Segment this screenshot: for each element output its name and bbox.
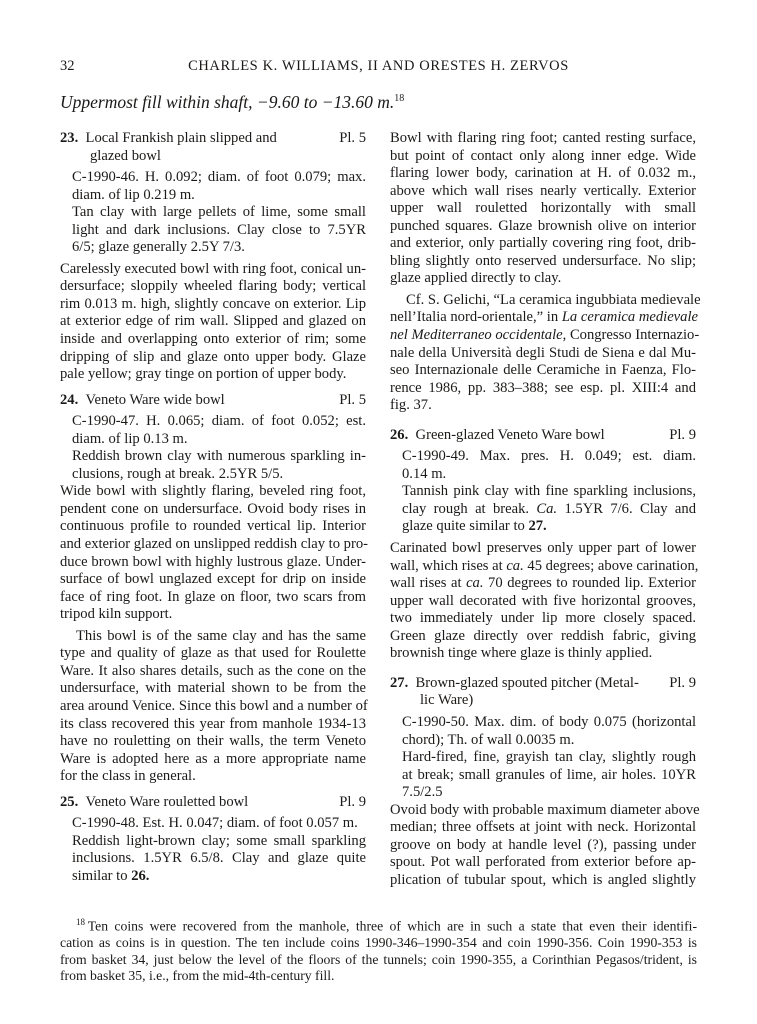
footnote xyxy=(60,914,697,985)
circa-abbrev: ca. xyxy=(506,557,524,574)
entry-fabric: Reddish brown clay with numerous sparkling in- xyxy=(72,448,366,465)
entry-fabric: at break; small granules of lime, air holes. 10YR xyxy=(402,766,696,783)
circa-abbrev: ca. xyxy=(466,575,484,592)
entry-commentary: Ware. It also shares details, such as the cone on the xyxy=(60,662,366,679)
entry-dimensions: C-1990-48. Est. H. 0.047; diam. of foot 0.057 m. xyxy=(72,815,358,832)
entry-description: Ovoid body with probable maximum diameter above xyxy=(390,801,700,818)
entry-description: above which wall rises nearly vertically. Exterior xyxy=(390,182,696,199)
reference-text: , Congresso Internazio- xyxy=(562,327,700,344)
description-text: 45 degrees; above carination, xyxy=(523,557,699,574)
entry-description: flaring lower body, carination at H. of 0.032 m., xyxy=(390,165,696,182)
entry-description: dersurface; sloppily wheeled flaring body; vertical xyxy=(60,278,366,295)
entry-description: at exterior edge of rim wall. Slipped and glazed on xyxy=(60,313,366,330)
entry-description: face of ring foot. In glaze on floor, two scars from xyxy=(60,588,366,605)
plate-reference: Pl. 9 xyxy=(669,674,696,691)
entry-number: 24. xyxy=(60,391,79,408)
entry-title-continued: lic Ware) xyxy=(420,692,474,709)
entry-description: continuous profile to rounded vertical lip. Interior xyxy=(60,518,366,535)
entry-commentary: type and quality of glaze as that used for Roulette xyxy=(60,645,366,662)
entry-description: upper wall rouletted horizontally with small xyxy=(390,200,696,217)
entry-fabric: Tan clay with large pellets of lime, some small xyxy=(72,204,366,221)
bibliography-reference: rence 1986, pp. 383–388; see esp. pl. XIII:4 and xyxy=(390,379,696,396)
entry-description: groove on body at handle level (?), passing under xyxy=(390,836,696,853)
entry-heading xyxy=(390,427,696,445)
entry-description: surface of bowl unglazed except for drip on inside xyxy=(60,571,366,588)
entry-description: Carinated bowl preserves only upper part of lower xyxy=(390,540,696,557)
entry-number: 23. xyxy=(60,130,79,146)
footnote-mark: 18 xyxy=(76,917,85,927)
entry-title: Veneto Ware wide bowl xyxy=(85,391,225,408)
entry-description: and exterior glazed on unslipped reddish clay to pro- xyxy=(60,536,368,553)
entry-title: Local Frankish plain slipped and xyxy=(85,130,277,146)
entry-description: rim 0.013 m. high, slightly concave on exterior. Lip xyxy=(60,295,366,312)
entry-commentary: have no rouletting on their walls, the term Veneto xyxy=(60,733,366,750)
entry-description: glaze applied directly to clay. xyxy=(390,270,562,287)
left-column xyxy=(60,130,366,885)
entry-commentary: area around Venice. Since this bowl and a number of xyxy=(60,697,368,714)
entry-fabric: Hard-fired, fine, grayish tan clay, slightly rough xyxy=(402,749,696,766)
entry-description: two immediately under lip more closely spaced. xyxy=(390,610,696,627)
entry-heading xyxy=(60,130,366,148)
bibliography-reference: seo Internazionale delle Ceramiche in Faenza, Flo- xyxy=(390,362,696,379)
plate-reference: Pl. 9 xyxy=(669,426,696,443)
entry-dimensions: 0.14 m. xyxy=(402,465,447,482)
entry-fabric: 7.5/2.5 xyxy=(402,784,443,801)
plate-reference: Pl. 5 xyxy=(339,391,366,408)
entry-description: but point of contact only along inner edge. Wide xyxy=(390,147,696,164)
entry-fabric xyxy=(390,501,696,519)
entry-description: dripping of slip and glaze onto upper body. Glaze xyxy=(60,348,366,365)
right-column xyxy=(390,130,701,889)
entry-description: pendent cone on undersurface. Ovoid body rises in xyxy=(60,500,366,517)
reference-title: nel Mediterraneo occidentale xyxy=(390,327,563,344)
entry-description: brownish tinge where glaze is thinly applied. xyxy=(390,645,653,662)
entry-description: tripod kiln support. xyxy=(60,606,173,623)
cross-reference: 27. xyxy=(528,518,547,535)
entry-fabric xyxy=(390,518,696,536)
fabric-text: 1.5YR 7/6. Clay and xyxy=(557,500,696,517)
description-text: wall rises at xyxy=(390,575,467,592)
bibliography-reference: Cf. S. Gelichi, “La ceramica ingubbiata medievale xyxy=(406,291,701,308)
entry-dimensions: chord); Th. of wall 0.0035 m. xyxy=(402,731,575,748)
entry-commentary: undersurface, with material shown to be from the xyxy=(60,680,366,697)
entry-fabric: Reddish light-brown clay; some small sparkling xyxy=(72,832,366,849)
circa-abbrev: Ca. xyxy=(536,500,558,517)
entry-description: plication of tubular spout, which is angled slightly xyxy=(390,871,696,888)
entry-title-continued: glazed bowl xyxy=(90,147,161,164)
section-heading xyxy=(60,92,404,113)
plate-reference: Pl. 5 xyxy=(339,130,366,146)
entry-number: 27. xyxy=(390,674,409,691)
catalogue-entry-23 xyxy=(60,130,366,384)
entry-number: 25. xyxy=(60,793,79,810)
footnote-line: from basket 34, just below the level of the floors of the tunnels; coin 1990-355, a Corinthian Pegasos/trident, is xyxy=(60,951,697,967)
entry-dimensions: C-1990-47. H. 0.065; diam. of foot 0.052; est. xyxy=(72,413,366,430)
section-title: Uppermost fill within shaft, −9.60 to −13.60 m. xyxy=(60,92,395,112)
entry-dimensions: diam. of lip 0.219 m. xyxy=(72,186,195,203)
entry-description: Wide bowl with slightly flaring, beveled ring foot, xyxy=(60,483,366,500)
entry-fabric: Tannish pink clay with fine sparkling inclusions, xyxy=(402,483,696,500)
entry-description: duce brown bowl with highly lustrous glaze. Under- xyxy=(60,553,366,570)
entry-description: upper wall decorated with five horizontal grooves, xyxy=(390,592,696,609)
catalogue-entry-24 xyxy=(60,392,366,786)
entry-description xyxy=(390,575,696,593)
reference-title: La ceramica medievale xyxy=(561,309,698,326)
entry-dimensions: C-1990-50. Max. dim. of body 0.075 (horizontal xyxy=(402,713,696,730)
entry-number: 26. xyxy=(390,426,409,443)
entry-description: Green glaze directly over reddish fabric, giving xyxy=(390,627,696,644)
entry-title: Veneto Ware rouletted bowl xyxy=(85,793,249,810)
catalogue-entry-25-continued xyxy=(390,130,701,415)
plate-reference: Pl. 9 xyxy=(339,793,366,810)
running-head: CHARLES K. WILLIAMS, II AND ORESTES H. ZERVOS xyxy=(188,58,569,74)
footnote-line: cation as coins is in question. The ten include coins 1990-346–1990-354 and coin 1990-356. Coin 1990-353 is xyxy=(60,935,697,951)
entry-description: Bowl with flaring ring foot; canted resting surface, xyxy=(390,130,696,146)
entry-commentary: its class recovered this year from manhole 1934-13 xyxy=(60,715,366,732)
page-header xyxy=(60,58,697,78)
entry-description: median; three offsets at joint with neck. Horizontal xyxy=(390,819,696,836)
entry-commentary: for the class in general. xyxy=(60,768,196,785)
entry-description: Carelessly executed bowl with ring foot, conical un- xyxy=(60,260,366,277)
entry-description: inside and overlapping onto exterior of rim; some xyxy=(60,331,366,348)
entry-title: Brown-glazed spouted pitcher (Metal- xyxy=(415,674,639,691)
entry-description: and exterior, only partially covering ring foot, drib- xyxy=(390,235,696,252)
entry-dimensions: C-1990-46. H. 0.092; diam. of foot 0.079; max. xyxy=(72,169,366,186)
footnote-line xyxy=(60,914,697,935)
catalogue-entry-25 xyxy=(60,794,366,886)
fabric-text: clay rough at break. xyxy=(402,500,537,517)
entry-fabric: inclusions. 1.5YR 6.5/8. Clay and glaze quite xyxy=(72,850,366,867)
bibliography-reference: nale della Università degli Studi de Siena e dal Mu- xyxy=(390,344,696,361)
reference-text: nell’Italia nord-orientale,” in xyxy=(390,309,562,326)
catalogue-entry-26 xyxy=(390,426,699,663)
catalogue-entry-27 xyxy=(390,674,700,890)
entry-description: pale yellow; gray tinge on portion of upper body. xyxy=(60,366,347,383)
description-text: 70 degrees to rounded lip. Exterior xyxy=(483,575,696,592)
entry-description: spout. Pot wall perforated from exterior before ap- xyxy=(390,854,696,871)
bibliography-reference xyxy=(390,327,700,345)
bibliography-reference: fig. 37. xyxy=(390,397,432,414)
fabric-text: glaze quite similar to xyxy=(402,518,529,535)
entry-heading xyxy=(60,392,366,410)
entry-fabric xyxy=(60,868,366,886)
bibliography-reference xyxy=(390,309,696,327)
entry-fabric: light and dark inclusions. Clay close to 7.5YR xyxy=(72,221,366,238)
footnote-reference: 18 xyxy=(394,93,405,105)
entry-heading xyxy=(60,794,366,812)
footnote-line: from basket 35, i.e., from the mid-4th-century fill. xyxy=(60,968,335,984)
entry-description: bling slightly onto reserved undersurface. No slip; xyxy=(390,252,696,269)
page-number: 32 xyxy=(60,58,75,74)
entry-dimensions: diam. of lip 0.13 m. xyxy=(72,430,188,447)
entry-title: Green-glazed Veneto Ware bowl xyxy=(415,426,605,443)
entry-heading xyxy=(390,675,696,693)
entry-commentary: This bowl is of the same clay and has the same xyxy=(76,627,366,644)
entry-description: punched squares. Glaze brownish olive on interior xyxy=(390,217,696,234)
entry-commentary: Ware is adopted here as a more appropriate name xyxy=(60,750,366,767)
cross-reference: 26. xyxy=(131,867,150,884)
entry-description xyxy=(390,557,699,576)
entry-dimensions: C-1990-49. Max. pres. H. 0.049; est. diam. xyxy=(402,448,696,465)
entry-fabric: clusions, rough at break. 2.5YR 5/5. xyxy=(72,465,284,482)
entry-fabric-text: similar to xyxy=(72,867,132,884)
entry-fabric: 6/5; glaze generally 2.5Y 7/3. xyxy=(72,239,245,256)
footnote-text: Ten coins were recovered from the manhole, three of which are in such a state that even their identifi- xyxy=(87,918,697,934)
description-text: wall, which rises at xyxy=(390,557,507,574)
